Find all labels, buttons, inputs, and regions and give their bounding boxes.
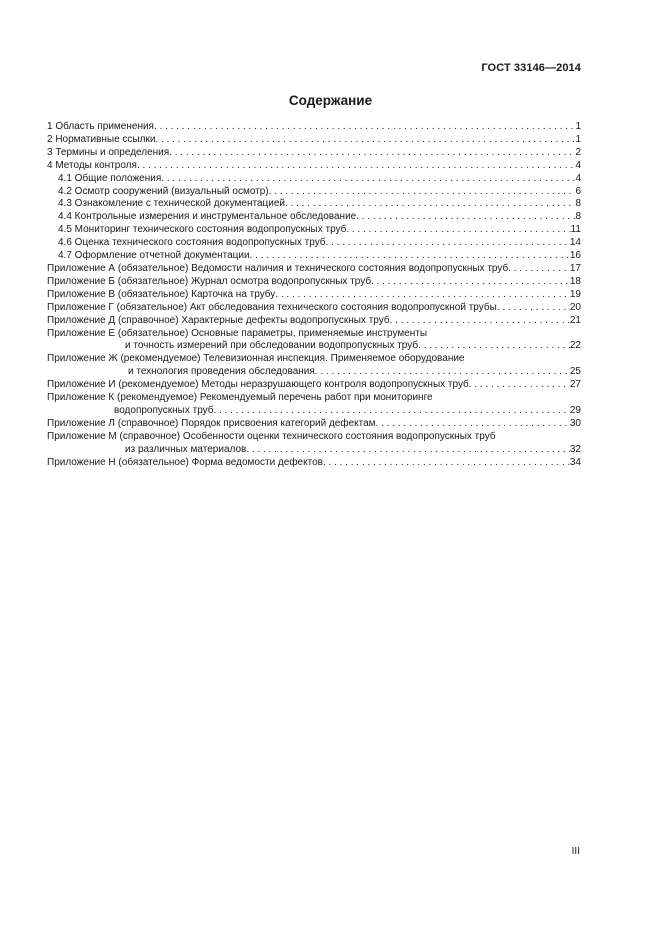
toc-entry[interactable] bbox=[47, 121, 581, 134]
leader-dots bbox=[155, 134, 575, 147]
toc-entry-title: Приложение Н (обязательное) Форма ведомости дефектов bbox=[47, 456, 323, 468]
toc-entry-page: 8 bbox=[575, 211, 581, 223]
toc-entry-title-continuation: водопропускных труб bbox=[114, 404, 214, 416]
toc-entry-page: 4 bbox=[575, 159, 581, 171]
toc-entry[interactable] bbox=[47, 134, 581, 147]
toc-entry[interactable] bbox=[47, 147, 581, 160]
toc-appendix-entry[interactable] bbox=[47, 276, 581, 289]
toc-subentry[interactable] bbox=[47, 198, 581, 211]
toc-entry-title: 4.7 Оформление отчетной документации bbox=[58, 250, 250, 262]
toc-entry-page: 20 bbox=[569, 301, 581, 313]
toc-entry-title: Приложение Д (справочное) Характерные дефекты водопропускных труб bbox=[47, 314, 390, 326]
toc-appendix-entry[interactable] bbox=[47, 457, 581, 470]
leader-dots bbox=[356, 211, 575, 224]
leader-dots bbox=[269, 186, 576, 199]
toc-subentry[interactable] bbox=[47, 211, 581, 224]
leader-dots bbox=[161, 173, 575, 186]
toc-appendix-entry[interactable] bbox=[47, 431, 581, 444]
toc-subentry[interactable] bbox=[47, 173, 581, 186]
toc-entry-title: 1 Область применения bbox=[47, 121, 154, 132]
toc-subentry[interactable] bbox=[47, 250, 581, 263]
toc-entry-page: 2 bbox=[575, 146, 581, 158]
leader-dots bbox=[390, 315, 570, 328]
page-number: III bbox=[571, 846, 580, 857]
toc-entry-title: 2 Нормативные ссылки bbox=[47, 133, 156, 145]
toc-entry-title: Приложение Л (справочное) Порядок присвоения категорий дефектам bbox=[47, 417, 376, 429]
toc-entry-title: Приложение Г (обязательное) Акт обследования технического состояния водопропускной трубы bbox=[47, 301, 497, 313]
toc-entry-title: Приложение Е (обязательное) Основные параметры, применяемые инструменты bbox=[47, 327, 428, 339]
leader-dots bbox=[326, 237, 570, 250]
toc-appendix-entry-continuation[interactable] bbox=[47, 405, 581, 418]
leader-dots bbox=[323, 457, 570, 470]
toc-entry-page: 1 bbox=[575, 121, 581, 132]
toc-entry-page: 17 bbox=[569, 262, 581, 274]
toc-appendix-entry[interactable] bbox=[47, 353, 581, 366]
toc-appendix-entry-continuation[interactable] bbox=[47, 340, 581, 353]
leader-dots bbox=[371, 276, 570, 289]
leader-dots bbox=[246, 444, 570, 457]
toc-subentry[interactable] bbox=[47, 186, 581, 199]
leader-dots bbox=[346, 224, 570, 237]
toc-entry-page: 4 bbox=[575, 172, 581, 184]
toc-appendix-entry[interactable] bbox=[47, 418, 581, 431]
toc-entry-page: 30 bbox=[569, 417, 581, 429]
leader-dots bbox=[250, 250, 570, 263]
toc-entry-title: 4 Методы контроля bbox=[47, 159, 137, 171]
leader-dots bbox=[137, 160, 576, 173]
leader-dots bbox=[418, 340, 570, 353]
leader-dots bbox=[376, 418, 570, 431]
toc-subentry[interactable] bbox=[47, 237, 581, 250]
toc-appendix-entry-continuation[interactable] bbox=[47, 444, 581, 457]
leader-dots bbox=[508, 263, 570, 276]
toc-entry-title: 4.3 Ознакомление с технической документацией bbox=[58, 198, 285, 210]
toc-appendix-entry[interactable] bbox=[47, 302, 581, 315]
toc-entry-page: 6 bbox=[575, 185, 581, 197]
leader-dots bbox=[214, 405, 570, 418]
toc-entry-title-continuation: и технология проведения обследования bbox=[128, 366, 315, 378]
toc-title: Содержание bbox=[288, 93, 373, 108]
toc-entry-title: 3 Термины и определения bbox=[47, 146, 170, 158]
toc-appendix-entry[interactable] bbox=[47, 379, 581, 392]
toc-entry[interactable] bbox=[47, 160, 581, 173]
toc-subentry[interactable] bbox=[47, 224, 581, 237]
leader-dots bbox=[315, 366, 570, 379]
leader-dots bbox=[275, 289, 570, 302]
toc-entry-page: 29 bbox=[569, 404, 581, 416]
toc-entry-page: 25 bbox=[569, 366, 581, 378]
toc-entry-page: 14 bbox=[569, 237, 581, 249]
toc-entry-page: 32 bbox=[569, 443, 581, 455]
leader-dots bbox=[169, 147, 575, 160]
toc-entry-title: Приложение Б (обязательное) Журнал осмотра водопропускных труб bbox=[47, 275, 372, 287]
toc-entry-page: 19 bbox=[569, 288, 581, 300]
toc-entry-title-continuation: и точность измерений при обследовании водопропускных труб bbox=[125, 340, 419, 352]
toc-appendix-entry[interactable] bbox=[47, 392, 581, 405]
toc-entry-title: 4.4 Контрольные измерения и инструментальное обследование bbox=[58, 211, 357, 223]
toc-entry-title: 4.1 Общие положения bbox=[58, 172, 162, 184]
toc-entry-title: Приложение М (справочное) Особенности оценки технического состояния водопропускных труб bbox=[47, 430, 496, 442]
toc-entry-title: 4.2 Осмотр сооружений (визуальный осмотр) bbox=[58, 185, 269, 197]
leader-dots bbox=[469, 379, 570, 392]
toc-entry-title: Приложение И (рекомендуемое) Методы неразрушающего контроля водопропускных труб bbox=[47, 379, 469, 391]
toc-entry-page: 34 bbox=[569, 456, 581, 468]
toc-appendix-entry[interactable] bbox=[47, 263, 581, 276]
table-of-contents bbox=[47, 121, 581, 469]
toc-entry-title: 4.5 Мониторинг технического состояния водопропускных труб bbox=[58, 224, 347, 236]
toc-entry-title: Приложение К (рекомендуемое) Рекомендуемый перечень работ при мониторинге bbox=[47, 392, 433, 404]
toc-entry-page: 18 bbox=[569, 275, 581, 287]
toc-entry-page: 1 bbox=[575, 133, 581, 145]
toc-entry-title: 4.6 Оценка технического состояния водопропускных труб bbox=[58, 237, 326, 249]
leader-dots bbox=[154, 121, 575, 134]
toc-entry-page: 22 bbox=[569, 340, 581, 352]
toc-entry-title: Приложение А (обязательное) Ведомости наличия и технического состояния водопропускных труб bbox=[47, 262, 509, 274]
toc-entry-title: Приложение Ж (рекомендуемое) Телевизионная инспекция. Применяемое оборудование bbox=[47, 353, 465, 365]
toc-entry-title: Приложение В (обязательное) Карточка на трубу bbox=[47, 288, 276, 300]
toc-entry-page: 27 bbox=[569, 379, 581, 391]
toc-entry-page: 11 bbox=[570, 224, 581, 236]
toc-appendix-entry[interactable] bbox=[47, 289, 581, 302]
toc-entry-title-continuation: из различных материалов bbox=[125, 443, 247, 455]
toc-entry-page: 16 bbox=[569, 250, 581, 262]
leader-dots bbox=[285, 198, 575, 211]
toc-entry-page: 21 bbox=[569, 314, 581, 326]
toc-appendix-entry[interactable] bbox=[47, 315, 581, 328]
leader-dots bbox=[497, 302, 570, 315]
toc-appendix-entry[interactable] bbox=[47, 328, 581, 341]
toc-appendix-entry-continuation[interactable] bbox=[47, 366, 581, 379]
document-code: ГОСТ 33146—2014 bbox=[481, 62, 581, 74]
toc-entry-page: 8 bbox=[575, 198, 581, 210]
